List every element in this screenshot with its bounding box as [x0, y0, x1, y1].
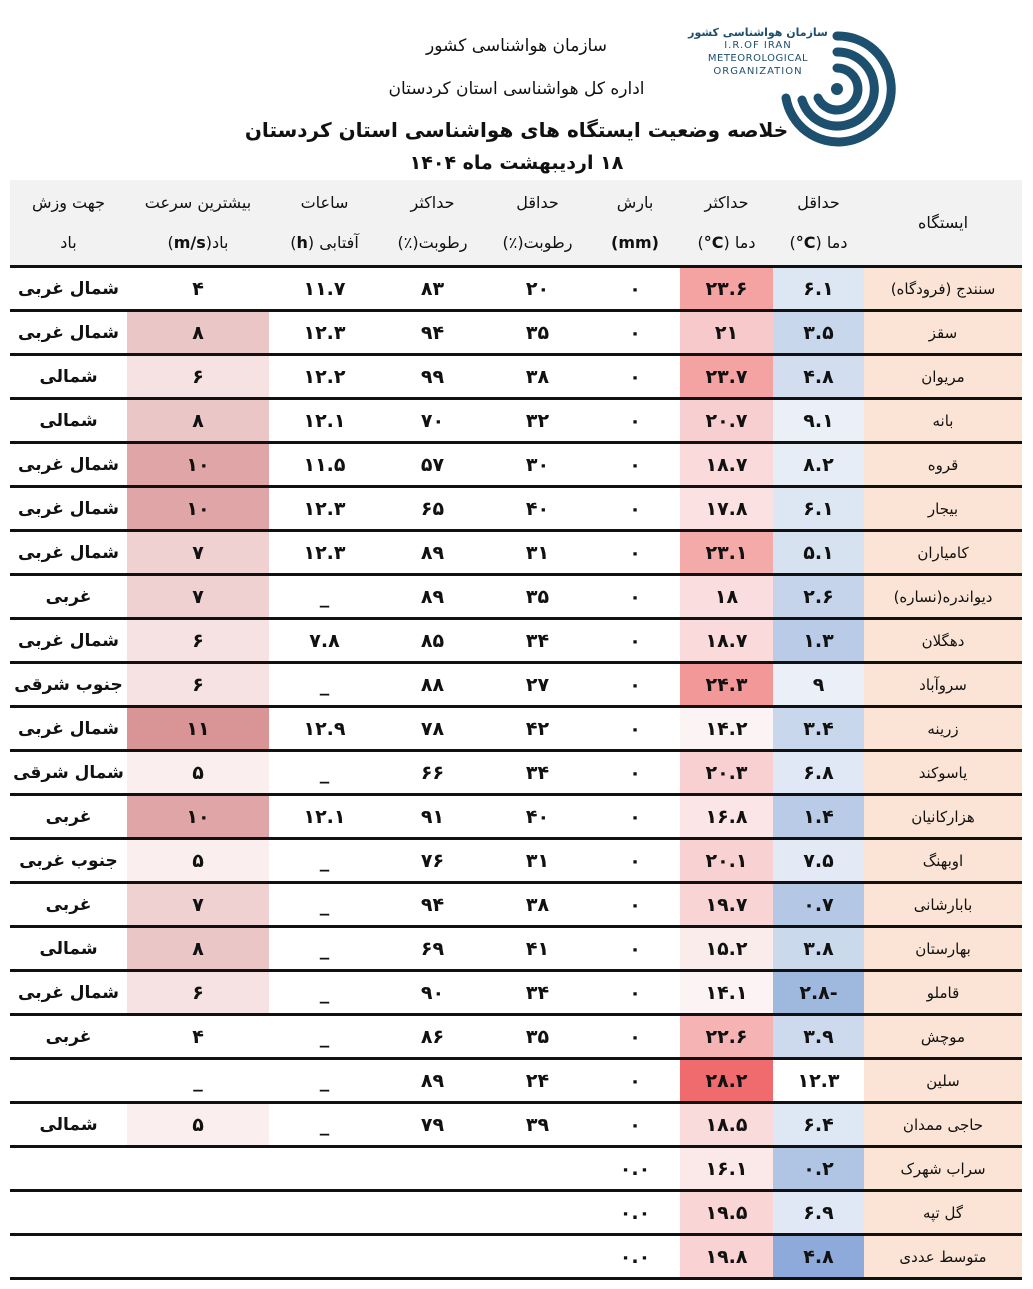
cell-station: بابارشانی: [864, 883, 1022, 927]
table-row: [10, 1059, 1022, 1103]
table-row: [10, 1191, 1022, 1235]
cell-rhmin: ۳۴: [485, 751, 590, 795]
cell-wspd: ۱۰: [127, 443, 269, 487]
column-header-tmin: [773, 180, 864, 267]
cell-wdir: شمال غربی: [10, 707, 127, 751]
column-header-text: دما (: [723, 232, 756, 252]
cell-wdir: شمال شرقی: [10, 751, 127, 795]
cell-tmax: ۲۲.۶: [680, 1015, 773, 1059]
cell-wspd: ۵: [127, 839, 269, 883]
cell-sun: [269, 1191, 380, 1235]
column-header-line2: [773, 223, 864, 263]
column-header-text: باد(: [205, 232, 229, 252]
cell-wdir: شمال غربی: [10, 619, 127, 663]
stations-table: [10, 180, 1022, 1280]
column-header-station: [864, 180, 1022, 267]
cell-rhmax: [380, 1235, 485, 1279]
column-header-rain: [590, 180, 680, 267]
cell-rhmin: ۳۴: [485, 619, 590, 663]
table-row: [10, 311, 1022, 355]
cell-tmin: ۰.۲: [773, 1147, 864, 1191]
cell-rhmin: ۴۲: [485, 707, 590, 751]
cell-wspd: ۶: [127, 355, 269, 399]
cell-wspd: ۵: [127, 1103, 269, 1147]
cell-rhmax: ۸۹: [380, 1059, 485, 1103]
cell-tmin: ۶.۴: [773, 1103, 864, 1147]
table-row: [10, 839, 1022, 883]
column-header-line2: [10, 223, 127, 263]
cell-station: سروآباد: [864, 663, 1022, 707]
cell-tmin: ۶.۹: [773, 1191, 864, 1235]
cell-station: یاسوکند: [864, 751, 1022, 795]
cell-wspd: [127, 1235, 269, 1279]
cell-wspd: ۸: [127, 311, 269, 355]
cell-rain: ۰: [590, 487, 680, 531]
cell-tmax: ۲۰.۱: [680, 839, 773, 883]
table-row: [10, 443, 1022, 487]
cell-station: زرینه: [864, 707, 1022, 751]
cell-rain: ۰: [590, 443, 680, 487]
cell-sun: _: [269, 839, 380, 883]
cell-sun: ۱۲.۱: [269, 399, 380, 443]
cell-rain: ۰: [590, 707, 680, 751]
cell-wspd: ۶: [127, 619, 269, 663]
cell-wdir: جنوب غربی: [10, 839, 127, 883]
cell-rhmax: ۸۹: [380, 575, 485, 619]
cell-tmin: ۴.۸: [773, 355, 864, 399]
cell-rhmax: ۹۴: [380, 311, 485, 355]
table-row: [10, 883, 1022, 927]
cell-tmin: ۳.۴: [773, 707, 864, 751]
cell-wdir: [10, 1147, 127, 1191]
cell-rhmin: ۴۰: [485, 795, 590, 839]
cell-wdir: شمالی: [10, 355, 127, 399]
cell-rhmin: ۳۱: [485, 531, 590, 575]
cell-tmax: ۱۴.۲: [680, 707, 773, 751]
column-header-close: ): [290, 232, 297, 252]
column-header-close: ): [697, 232, 704, 252]
cell-rain: ۰: [590, 267, 680, 311]
column-header-unit: (mm): [611, 232, 659, 252]
province-office: اداره کل هواشناسی استان کردستان: [388, 79, 645, 99]
cell-station: موچش: [864, 1015, 1022, 1059]
cell-wspd: ۷: [127, 531, 269, 575]
cell-rain: ۰: [590, 619, 680, 663]
cell-rhmin: ۳۸: [485, 355, 590, 399]
cell-station: سقز: [864, 311, 1022, 355]
column-header-close: ): [167, 232, 174, 252]
cell-tmax: ۱۶.۱: [680, 1147, 773, 1191]
column-header-text: باد: [60, 232, 77, 252]
cell-rhmin: ۳۲: [485, 399, 590, 443]
cell-wdir: غربی: [10, 883, 127, 927]
cell-rain: ۰: [590, 1103, 680, 1147]
report-date: ۱۸ اردیبهشت ماه ۱۴۰۴: [409, 152, 624, 174]
cell-station: سنندج (فرودگاه): [864, 267, 1022, 311]
cell-station: متوسط عددی: [864, 1235, 1022, 1279]
cell-rhmax: ۷۸: [380, 707, 485, 751]
cell-wdir: شمال غربی: [10, 443, 127, 487]
cell-wdir: شمالی: [10, 1103, 127, 1147]
cell-tmin: ۹: [773, 663, 864, 707]
column-header-line1: حداقل: [797, 192, 840, 212]
cell-tmax: ۱۸.۷: [680, 443, 773, 487]
cell-rain: ۰: [590, 839, 680, 883]
header-row: [10, 180, 1022, 267]
logo-en-line2: METEOROLOGICAL: [707, 53, 809, 64]
cell-tmax: ۲۳.۶: [680, 267, 773, 311]
cell-rhmax: ۷۹: [380, 1103, 485, 1147]
cell-rain: ۰: [590, 399, 680, 443]
cell-rhmin: ۳۵: [485, 311, 590, 355]
cell-wspd: ۷: [127, 575, 269, 619]
cell-rhmax: ۹۰: [380, 971, 485, 1015]
cell-rhmax: ۶۹: [380, 927, 485, 971]
cell-wspd: ۶: [127, 663, 269, 707]
cell-rain: ۰.۰: [590, 1191, 680, 1235]
cell-rhmax: ۹۱: [380, 795, 485, 839]
cell-wspd: ۶: [127, 971, 269, 1015]
cell-tmin: ۶.۸: [773, 751, 864, 795]
table-row: [10, 663, 1022, 707]
cell-rhmin: ۳۵: [485, 1015, 590, 1059]
column-header-wdir: [10, 180, 127, 267]
cell-sun: [269, 1147, 380, 1191]
cell-rhmax: ۶۵: [380, 487, 485, 531]
cell-rhmax: ۶۶: [380, 751, 485, 795]
cell-rhmax: ۵۷: [380, 443, 485, 487]
cell-tmax: ۱۸.۵: [680, 1103, 773, 1147]
cell-rhmin: [485, 1147, 590, 1191]
table-row: [10, 707, 1022, 751]
column-header-unit: h: [296, 232, 308, 252]
cell-tmin: ۱.۴: [773, 795, 864, 839]
cell-wspd: [127, 1191, 269, 1235]
cell-rhmin: ۳۱: [485, 839, 590, 883]
cell-tmin: ۳.۵: [773, 311, 864, 355]
cell-tmin: ۵.۱: [773, 531, 864, 575]
cell-sun: _: [269, 1103, 380, 1147]
cell-rain: ۰: [590, 883, 680, 927]
cell-tmax: ۱۵.۲: [680, 927, 773, 971]
table-row: [10, 795, 1022, 839]
cell-sun: _: [269, 575, 380, 619]
cell-station: بانه: [864, 399, 1022, 443]
cell-tmax: ۱۸: [680, 575, 773, 619]
column-header-tmax: [680, 180, 773, 267]
cell-rain: ۰: [590, 927, 680, 971]
cell-station: بیجار: [864, 487, 1022, 531]
table-row: [10, 1103, 1022, 1147]
cell-wdir: شمال غربی: [10, 971, 127, 1015]
cell-rhmax: ۸۸: [380, 663, 485, 707]
cell-sun: _: [269, 663, 380, 707]
cell-sun: _: [269, 971, 380, 1015]
table-row: [10, 751, 1022, 795]
column-header-unit: m/s: [173, 232, 206, 252]
cell-sun: ۱۲.۳: [269, 311, 380, 355]
column-header-line1: ساعات: [300, 192, 349, 212]
column-header-line2: [485, 223, 590, 263]
cell-tmax: ۲۴.۳: [680, 663, 773, 707]
cell-sun: ۱۲.۳: [269, 531, 380, 575]
cell-rain: ۰.۰: [590, 1147, 680, 1191]
table-row: [10, 575, 1022, 619]
column-header-line1: حداکثر: [410, 192, 455, 212]
cell-sun: ۱۱.۷: [269, 267, 380, 311]
cell-station: دهگلان: [864, 619, 1022, 663]
cell-wdir: شمال غربی: [10, 267, 127, 311]
cell-rhmin: ۳۰: [485, 443, 590, 487]
table-row: [10, 531, 1022, 575]
column-header-text: رطوبت(٪): [397, 232, 468, 252]
cell-tmax: ۱۹.۷: [680, 883, 773, 927]
cell-sun: _: [269, 927, 380, 971]
cell-rhmin: ۳۹: [485, 1103, 590, 1147]
cell-rhmax: ۷۰: [380, 399, 485, 443]
cell-tmin: ۱۲.۳: [773, 1059, 864, 1103]
table-row: [10, 267, 1022, 311]
cell-wdir: شمالی: [10, 927, 127, 971]
cell-rhmax: ۷۶: [380, 839, 485, 883]
cell-wdir: شمال غربی: [10, 311, 127, 355]
cell-sun: ۱۱.۵: [269, 443, 380, 487]
cell-station: مریوان: [864, 355, 1022, 399]
table-row: [10, 1147, 1022, 1191]
cell-tmin: ۱.۳: [773, 619, 864, 663]
cell-tmax: ۲۱: [680, 311, 773, 355]
cell-wspd: ۸: [127, 399, 269, 443]
cell-rhmax: ۸۵: [380, 619, 485, 663]
spiral-logo-icon: [776, 28, 898, 150]
cell-rhmax: [380, 1147, 485, 1191]
cell-tmax: ۲۰.۳: [680, 751, 773, 795]
cell-station: قاملو: [864, 971, 1022, 1015]
column-header-text: رطوبت(٪): [502, 232, 573, 252]
cell-wspd: ۷: [127, 883, 269, 927]
cell-sun: ۱۲.۹: [269, 707, 380, 751]
cell-rhmin: ۴۰: [485, 487, 590, 531]
column-header-line1: بارش: [616, 192, 654, 212]
column-header-text: دما (: [815, 232, 848, 252]
column-header-sun: [269, 180, 380, 267]
cell-station: دیواندره(نساره): [864, 575, 1022, 619]
cell-wspd: ۴: [127, 1015, 269, 1059]
column-header-line2: [127, 223, 269, 263]
cell-wspd: [127, 1147, 269, 1191]
cell-rain: ۰: [590, 531, 680, 575]
cell-tmax: ۲۳.۷: [680, 355, 773, 399]
cell-wdir: شمال غربی: [10, 531, 127, 575]
column-header-line2: [680, 223, 773, 263]
column-header-text: آفتابی (: [307, 232, 359, 252]
column-header-line1: ایستگاه: [917, 212, 969, 232]
cell-wdir: غربی: [10, 795, 127, 839]
cell-rain: ۰: [590, 575, 680, 619]
cell-wdir: [10, 1235, 127, 1279]
column-header-line2: [590, 223, 680, 263]
cell-sun: _: [269, 883, 380, 927]
cell-tmin: ۶.۱: [773, 267, 864, 311]
cell-tmax: ۲۳.۱: [680, 531, 773, 575]
cell-rain: ۰: [590, 795, 680, 839]
cell-sun: ۱۲.۳: [269, 487, 380, 531]
cell-rhmin: ۳۴: [485, 971, 590, 1015]
cell-station: حاجی ممدان: [864, 1103, 1022, 1147]
logo-en-line1: I.R.OF IRAN: [724, 40, 792, 51]
cell-wdir: غربی: [10, 1015, 127, 1059]
table-row: [10, 971, 1022, 1015]
cell-rain: ۰: [590, 1015, 680, 1059]
cell-tmax: ۱۴.۱: [680, 971, 773, 1015]
cell-wdir: جنوب شرقی: [10, 663, 127, 707]
column-header-close: ): [789, 232, 796, 252]
logo-fa-text: سازمان هواشناسی کشور: [688, 26, 828, 39]
cell-tmin: ۲.۶: [773, 575, 864, 619]
cell-sun: ۷.۸: [269, 619, 380, 663]
table-row: [10, 355, 1022, 399]
cell-station: کامیاران: [864, 531, 1022, 575]
cell-rhmin: ۴۱: [485, 927, 590, 971]
cell-rhmin: ۳۸: [485, 883, 590, 927]
cell-tmax: ۲۸.۲: [680, 1059, 773, 1103]
column-header-line1: حداقل: [516, 192, 559, 212]
cell-rhmax: ۹۴: [380, 883, 485, 927]
cell-rhmax: ۸۶: [380, 1015, 485, 1059]
logo-en-line3: ORGANIZATION: [713, 66, 803, 77]
cell-wdir: شمال غربی: [10, 487, 127, 531]
column-header-line1: جهت وزش: [31, 192, 106, 212]
cell-station: هزارکانیان: [864, 795, 1022, 839]
cell-rain: ۰: [590, 971, 680, 1015]
column-header-line1: بیشترین سرعت: [144, 192, 252, 212]
cell-sun: _: [269, 1059, 380, 1103]
cell-tmin: ۷.۵: [773, 839, 864, 883]
cell-rain: ۰.۰: [590, 1235, 680, 1279]
column-header-wspd: [127, 180, 269, 267]
cell-wdir: [10, 1059, 127, 1103]
cell-station: اوبهنگ: [864, 839, 1022, 883]
table-row: [10, 487, 1022, 531]
cell-station: سراب شهرک: [864, 1147, 1022, 1191]
cell-sun: _: [269, 1015, 380, 1059]
column-header-line2: [380, 223, 485, 263]
cell-tmax: ۲۰.۷: [680, 399, 773, 443]
cell-rhmin: ۲۴: [485, 1059, 590, 1103]
column-header-unit: °C: [795, 232, 816, 252]
cell-rhmax: ۸۹: [380, 531, 485, 575]
cell-rhmax: ۹۹: [380, 355, 485, 399]
cell-rhmax: ۸۳: [380, 267, 485, 311]
cell-rain: ۰: [590, 1059, 680, 1103]
cell-tmin: ۹.۱: [773, 399, 864, 443]
org-name: سازمان هواشناسی کشور: [426, 36, 607, 56]
cell-station: بهارستان: [864, 927, 1022, 971]
cell-tmin: ۸.۲: [773, 443, 864, 487]
cell-sun: ۱۲.۲: [269, 355, 380, 399]
cell-rain: ۰: [590, 355, 680, 399]
column-header-line2: [269, 223, 380, 263]
cell-rhmin: [485, 1235, 590, 1279]
table-row: [10, 1235, 1022, 1279]
report-title: خلاصه وضعیت ایستگاه های هواشناسی استان کردستان: [244, 118, 789, 142]
cell-tmax: ۱۸.۷: [680, 619, 773, 663]
cell-rain: ۰: [590, 663, 680, 707]
cell-rhmin: ۲۰: [485, 267, 590, 311]
cell-tmin: ۳.۹: [773, 1015, 864, 1059]
table-row: [10, 1015, 1022, 1059]
cell-tmax: ۱۷.۸: [680, 487, 773, 531]
cell-wspd: ۸: [127, 927, 269, 971]
column-header-rhmin: [485, 180, 590, 267]
cell-wspd: ۴: [127, 267, 269, 311]
cell-tmin: -۲.۸: [773, 971, 864, 1015]
cell-wspd: ۱۰: [127, 487, 269, 531]
cell-rain: ۰: [590, 751, 680, 795]
cell-tmin: ۶.۱: [773, 487, 864, 531]
column-header-unit: °C: [703, 232, 724, 252]
cell-tmin: ۰.۷: [773, 883, 864, 927]
cell-sun: ۱۲.۱: [269, 795, 380, 839]
cell-wspd: ۱۱: [127, 707, 269, 751]
cell-tmin: ۴.۸: [773, 1235, 864, 1279]
cell-wspd: ۱۰: [127, 795, 269, 839]
cell-station: سلین: [864, 1059, 1022, 1103]
cell-sun: _: [269, 751, 380, 795]
cell-tmax: ۱۹.۸: [680, 1235, 773, 1279]
cell-rain: ۰: [590, 311, 680, 355]
cell-wdir: غربی: [10, 575, 127, 619]
cell-tmin: ۳.۸: [773, 927, 864, 971]
cell-rhmax: [380, 1191, 485, 1235]
cell-tmax: ۱۶.۸: [680, 795, 773, 839]
column-header-rhmax: [380, 180, 485, 267]
table-row: [10, 619, 1022, 663]
cell-wdir: شمالی: [10, 399, 127, 443]
cell-station: قروه: [864, 443, 1022, 487]
cell-station: گل تپه: [864, 1191, 1022, 1235]
table-row: [10, 927, 1022, 971]
cell-tmax: ۱۹.۵: [680, 1191, 773, 1235]
cell-rhmin: [485, 1191, 590, 1235]
cell-wspd: _: [127, 1059, 269, 1103]
organization-logo: [688, 22, 903, 152]
table-row: [10, 399, 1022, 443]
cell-wdir: [10, 1191, 127, 1235]
report-header: [0, 0, 1033, 180]
cell-rhmin: ۲۷: [485, 663, 590, 707]
cell-wspd: ۵: [127, 751, 269, 795]
cell-rhmin: ۳۵: [485, 575, 590, 619]
cell-sun: [269, 1235, 380, 1279]
column-header-line1: حداکثر: [704, 192, 749, 212]
